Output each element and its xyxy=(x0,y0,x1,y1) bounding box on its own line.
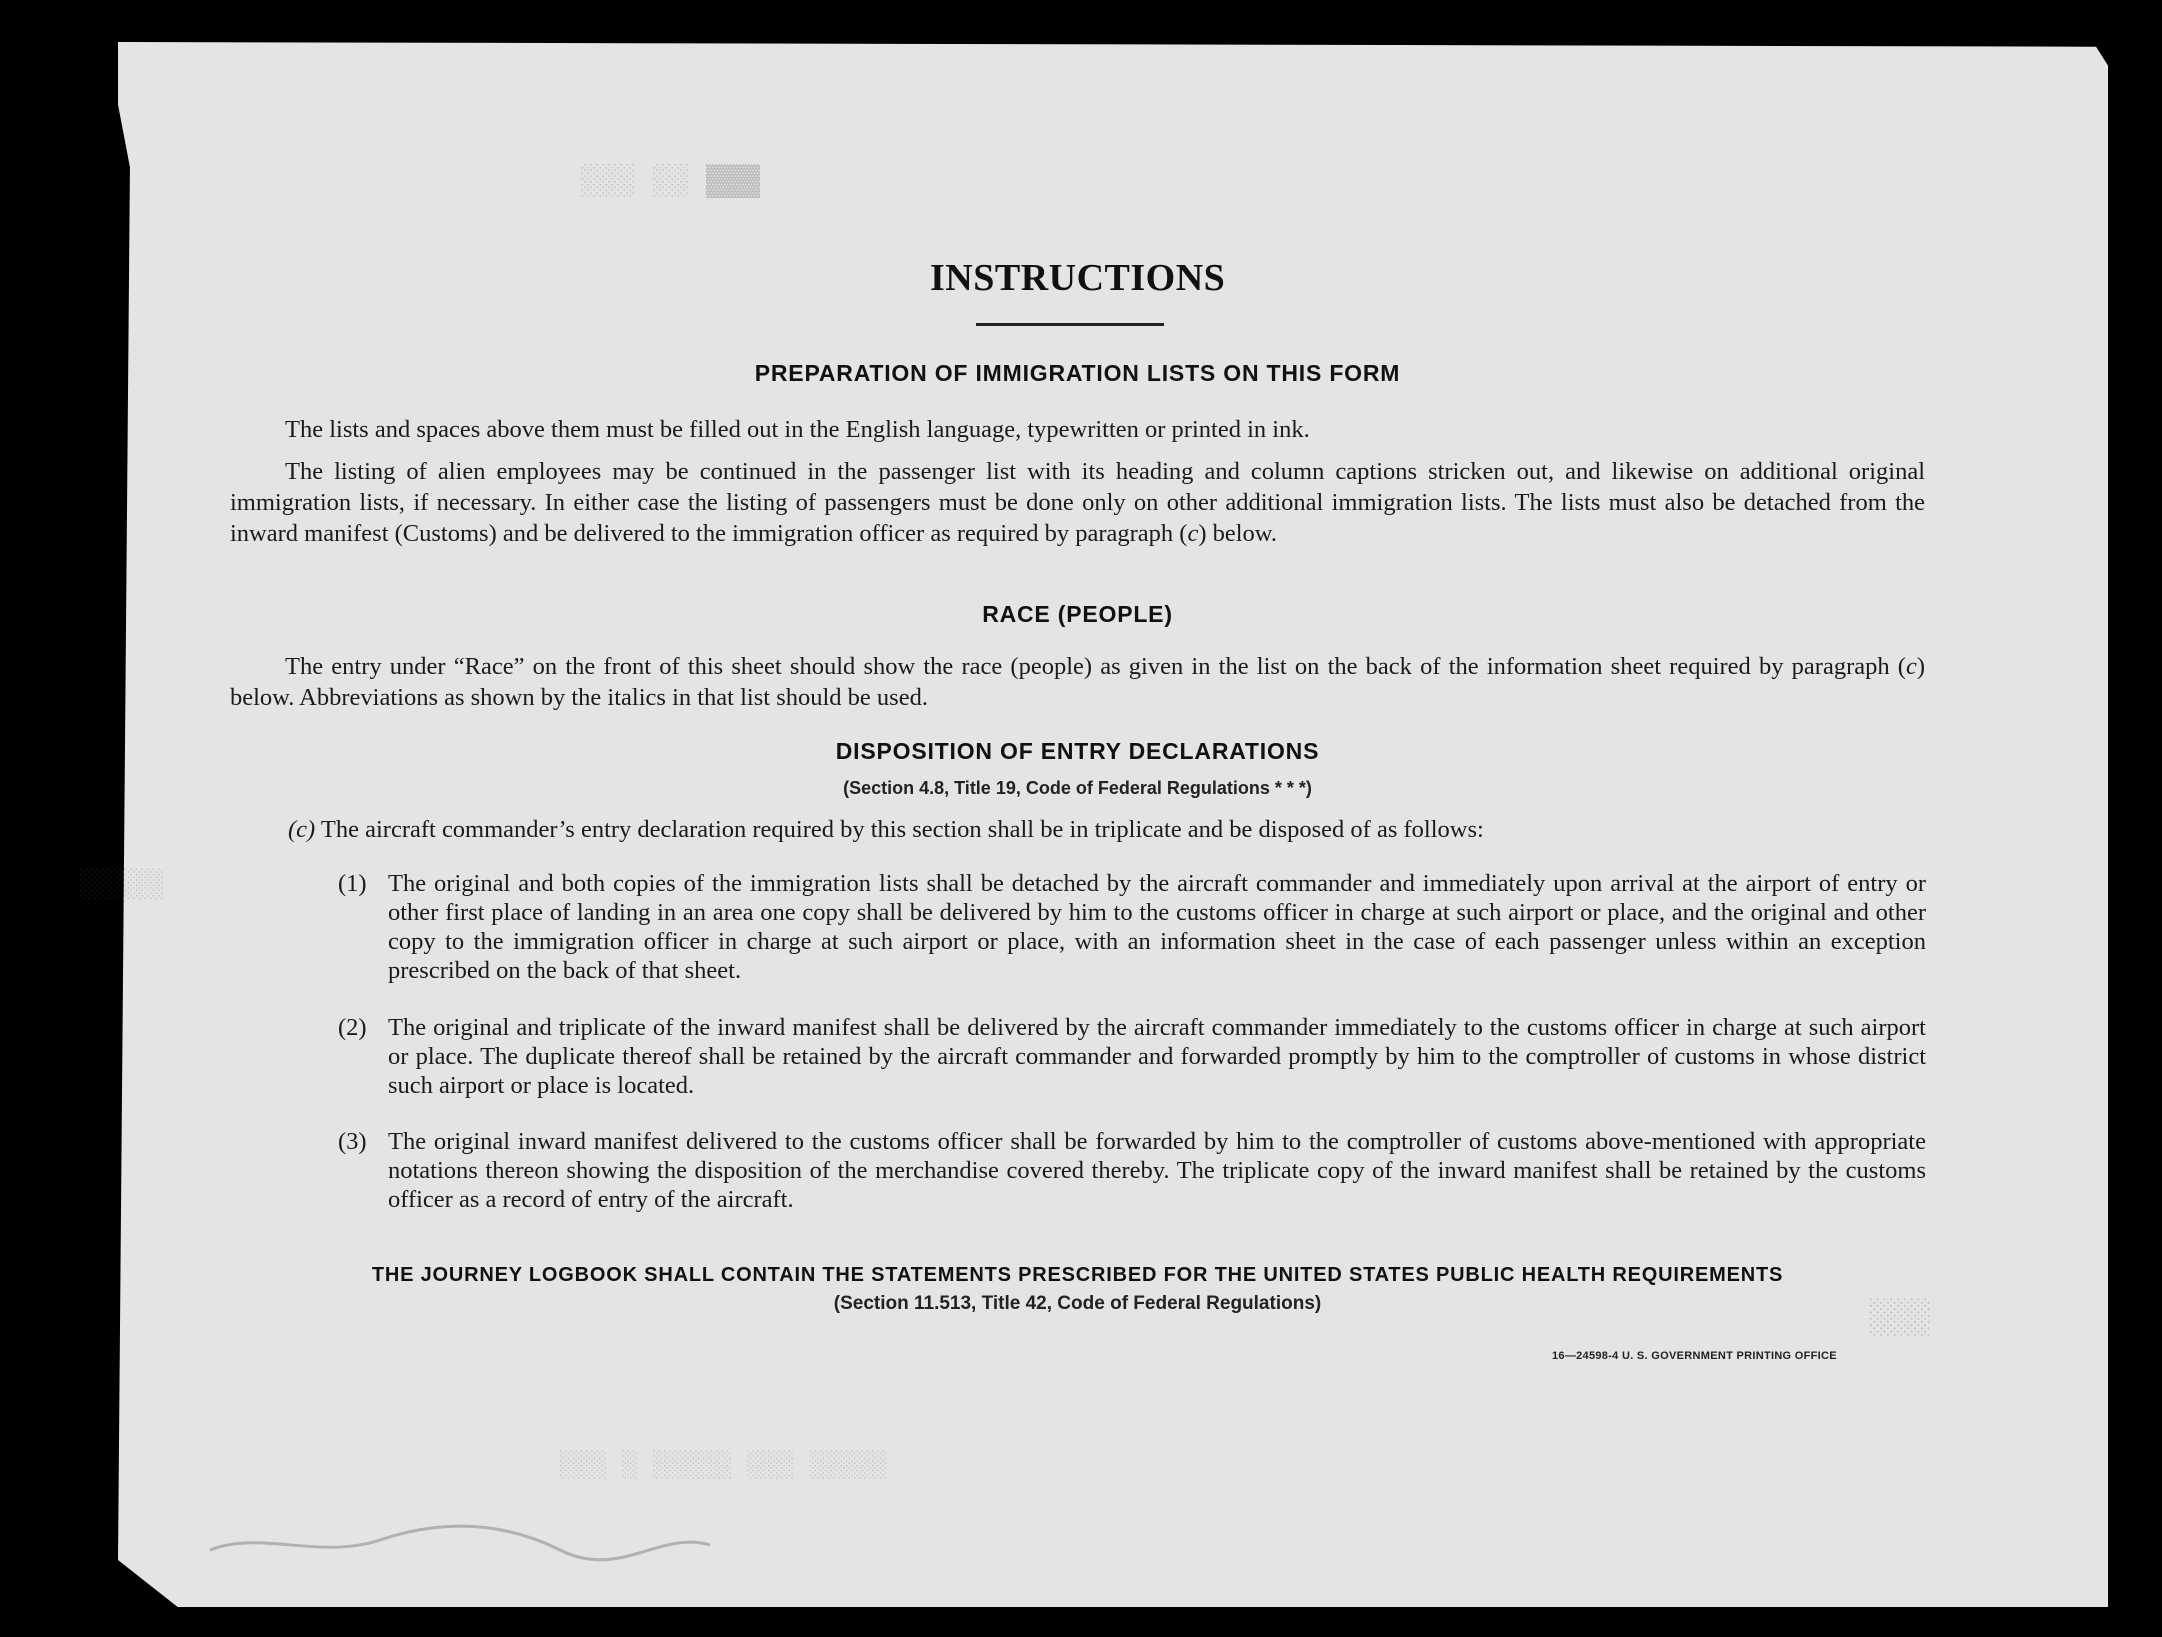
disposition-subheading: (Section 4.8, Title 19, Code of Federal Regulations * * *) xyxy=(843,778,1312,798)
list-item-number: (3) xyxy=(338,1128,367,1155)
text-run: ) below. Abbreviations as shown by the italics in that list should be used. xyxy=(230,653,1925,711)
list-item-number: (2) xyxy=(338,1014,367,1041)
printer-imprint: 16—24598-4 U. S. GOVERNMENT PRINTING OFFICE xyxy=(1552,1350,1837,1362)
disposition-intro xyxy=(288,814,1928,845)
list-item-text: The original and triplicate of the inward manifest shall be delivered by the aircraft commander immediately to the customs officer in charge at such airport or place. The duplicate thereof shall be retained by the aircraft commander and forwarded promptly by him to the comptroller of customs in whose district such airport or place is located. xyxy=(388,1014,1926,1099)
text-run: (c) xyxy=(288,816,316,843)
list-item xyxy=(338,869,1926,985)
title-underline xyxy=(976,323,1164,326)
list-item-text: The original and both copies of the immigration lists shall be detached by the aircraft commander and immediately upon arrival at the airport of entry or other first place of landing in an area one copy shall be delivered by him to the customs officer in charge at such airport or place, and the original and other copy to the immigration officer in charge at such airport or place, with an information sheet in the case of each passenger unless within an exception prescribed on the back of that sheet. xyxy=(388,870,1926,984)
disposition-heading: DISPOSITION OF ENTRY DECLARATIONS xyxy=(835,738,1320,764)
text-run: The listing of alien employees may be continued in the passenger list with its heading and column captions stricken out, and likewise on additional original immigration lists, if necessary. In either case the listing of passengers must be done only on other additional immigration lists. The lists must also be detached from the inward manifest (Customs) and be delivered to the immigration officer as required by paragraph ( xyxy=(230,458,1925,547)
signature-mark xyxy=(200,1490,720,1590)
list-item xyxy=(338,1013,1926,1100)
text-run: The aircraft commander’s entry declaration required by this section shall be in triplicate and be disposed of as follows: xyxy=(315,816,1484,843)
bleed-through-text: ░░░ xyxy=(1870,1300,1932,1338)
list-item xyxy=(338,1127,1926,1214)
punch-mark xyxy=(92,517,122,535)
preparation-paragraph-1: The lists and spaces above them must be filled out in the English language, typewritten or printed in ink. xyxy=(285,416,1310,443)
footer-subheading: (Section 11.513, Title 42, Code of Federal Regulations) xyxy=(833,1293,1322,1314)
bleed-through-text: ░░░ ░ ░░░░░ ░░░ ░░░░░ xyxy=(560,1450,888,1480)
page-title: INSTRUCTIONS xyxy=(930,257,1226,299)
text-run: c xyxy=(1187,520,1199,547)
text-run: ) below. xyxy=(1198,520,1278,547)
bleed-through-text: ▓▓▓ ░░ ░░░ xyxy=(580,165,761,199)
text-run: c xyxy=(1905,653,1917,680)
text-run: The entry under “Race” on the front of this sheet should show the race (people) as given in the list on the back of the information sheet required by paragraph ( xyxy=(285,653,1906,680)
list-item-text: The original inward manifest delivered to the customs officer shall be forwarded by him to the comptroller of customs above-mentioned with appropriate notations thereon showing the disposition of the merchandise covered thereby. The triplicate copy of the inward manifest shall be retained by the customs officer as a record of entry of the aircraft. xyxy=(388,1128,1926,1213)
bleed-through-text: ░░░░░ xyxy=(80,870,165,901)
list-item-number: (1) xyxy=(338,870,367,897)
footer-heading: THE JOURNEY LOGBOOK SHALL CONTAIN THE STATEMENTS PRESCRIBED FOR THE UNITED STATES PUBLIC HEALTH REQUIREMENTS xyxy=(371,1264,1784,1286)
race-paragraph xyxy=(230,651,1925,713)
punch-mark xyxy=(84,1175,114,1193)
preparation-heading: PREPARATION OF IMMIGRATION LISTS ON THIS FORM xyxy=(754,360,1401,386)
preparation-paragraph-2 xyxy=(230,456,1925,549)
race-heading: RACE (PEOPLE) xyxy=(982,601,1173,627)
